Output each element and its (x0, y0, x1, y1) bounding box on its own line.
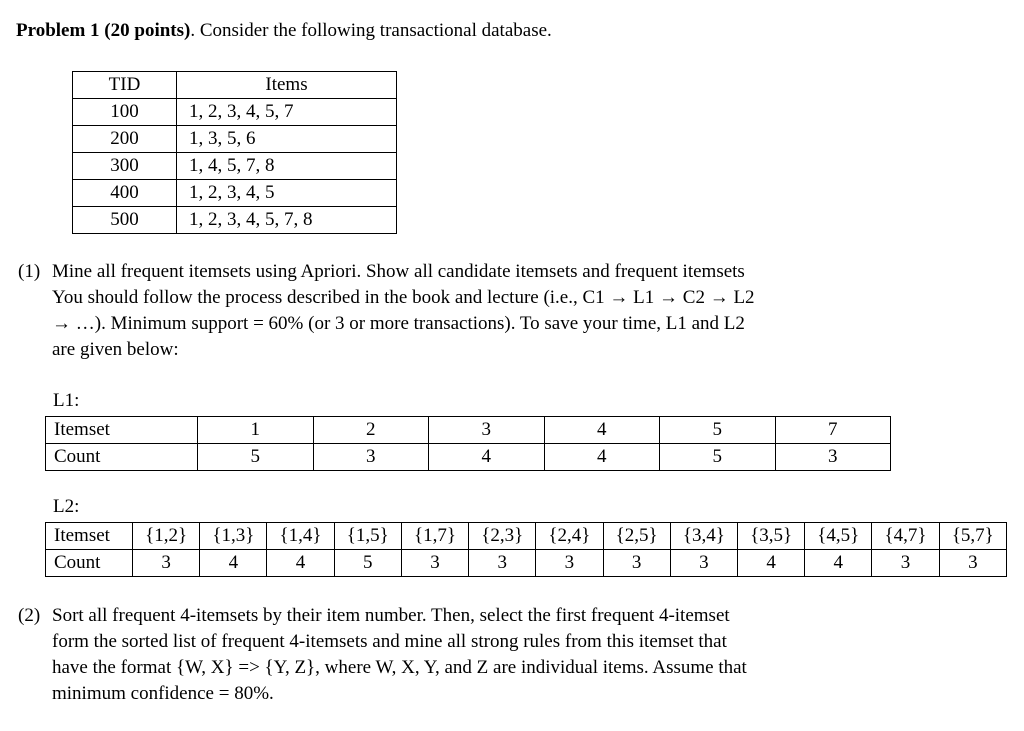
l2-count-cell: 4 (200, 550, 267, 577)
l2-count-cell: 3 (133, 550, 200, 577)
l1-itemset-cell: 7 (775, 417, 891, 444)
l1-table (45, 416, 891, 471)
l2-count-label: Count (46, 550, 133, 577)
l1-itemset-cell: 3 (429, 417, 545, 444)
part1-number: (1) (18, 261, 41, 282)
l2-itemset-cell: {1,4} (267, 523, 334, 550)
l2-itemset-cell: {1,2} (133, 523, 200, 550)
items-cell: 1, 2, 3, 4, 5 (177, 180, 397, 207)
part1-line: Mine all frequent itemsets using Apriori. Show all candidate itemsets and frequent itemsets (52, 261, 745, 282)
problem-heading (16, 20, 552, 42)
l2-itemset-cell: {4,5} (805, 523, 872, 550)
l2-itemset-cell: {2,3} (469, 523, 536, 550)
table-row (73, 180, 397, 207)
part1-line: are given below: (52, 339, 179, 360)
l2-count-cell: 3 (939, 550, 1006, 577)
l1-count-cell: 5 (660, 444, 776, 471)
l2-itemset-label: Itemset (46, 523, 133, 550)
transaction-table (72, 71, 397, 234)
column-header-items: Items (177, 72, 397, 99)
l2-count-cell: 3 (401, 550, 468, 577)
l1-count-label: Count (46, 444, 198, 471)
items-cell: 1, 3, 5, 6 (177, 126, 397, 153)
part1-line: → …). Minimum support = 60% (or 3 or more transactions). To save your time, L1 and L2 (52, 313, 745, 334)
l1-itemset-cell: 2 (313, 417, 429, 444)
l2-count-cell: 4 (267, 550, 334, 577)
l2-count-cell: 3 (670, 550, 737, 577)
l1-itemset-cell: 1 (198, 417, 314, 444)
l1-label: L1: (53, 390, 80, 411)
problem-intro: . Consider the following transactional database. (190, 20, 552, 41)
l2-count-cell: 3 (603, 550, 670, 577)
part2-line: minimum confidence = 80%. (52, 683, 274, 704)
items-cell: 1, 2, 3, 4, 5, 7, 8 (177, 207, 397, 234)
part1-text (18, 259, 898, 363)
l2-itemset-cell: {2,5} (603, 523, 670, 550)
l2-itemset-cell: {1,3} (200, 523, 267, 550)
part2-line: form the sorted list of frequent 4-itemsets and mine all strong rules from this itemset that (52, 631, 727, 652)
l1-itemset-cell: 5 (660, 417, 776, 444)
tid-cell: 200 (73, 126, 177, 153)
table-row (73, 207, 397, 234)
items-cell: 1, 4, 5, 7, 8 (177, 153, 397, 180)
tid-cell: 500 (73, 207, 177, 234)
l2-itemset-cell: {2,4} (536, 523, 603, 550)
l2-count-cell: 5 (334, 550, 401, 577)
l1-count-row (46, 444, 891, 471)
l2-count-cell: 3 (536, 550, 603, 577)
tid-cell: 300 (73, 153, 177, 180)
l1-count-cell: 3 (313, 444, 429, 471)
part1-line: You should follow the process described in the book and lecture (i.e., C1 → L1 → C2 → L2 (52, 287, 755, 308)
l2-itemset-cell: {1,7} (401, 523, 468, 550)
l2-count-cell: 3 (872, 550, 939, 577)
l2-table (45, 522, 1007, 577)
table-row (73, 126, 397, 153)
l1-count-cell: 4 (544, 444, 660, 471)
l1-count-cell: 3 (775, 444, 891, 471)
l1-count-cell: 4 (429, 444, 545, 471)
l1-itemset-label: Itemset (46, 417, 198, 444)
table-row (73, 99, 397, 126)
part2-number: (2) (18, 605, 41, 626)
part2-text (18, 603, 898, 707)
problem-title: Problem 1 (20 points) (16, 20, 191, 41)
l2-count-cell: 4 (805, 550, 872, 577)
l2-itemset-cell: {3,4} (670, 523, 737, 550)
tid-cell: 400 (73, 180, 177, 207)
l2-itemset-cell: {3,5} (737, 523, 804, 550)
l1-itemset-row (46, 417, 891, 444)
l2-itemset-cell: {5,7} (939, 523, 1006, 550)
l2-count-cell: 3 (469, 550, 536, 577)
table-row (73, 153, 397, 180)
tid-cell: 100 (73, 99, 177, 126)
column-header-tid: TID (73, 72, 177, 99)
l1-itemset-cell: 4 (544, 417, 660, 444)
table-header-row (73, 72, 397, 99)
part2-line: have the format {W, X} => {Y, Z}, where W, X, Y, and Z are individual items. Assume that (52, 657, 747, 678)
l2-label: L2: (53, 496, 80, 517)
items-cell: 1, 2, 3, 4, 5, 7 (177, 99, 397, 126)
l2-count-row (46, 550, 1007, 577)
part2-line: Sort all frequent 4-itemsets by their item number. Then, select the first frequent 4-itemset (52, 605, 730, 626)
l2-itemset-row (46, 523, 1007, 550)
l2-itemset-cell: {1,5} (334, 523, 401, 550)
l1-count-cell: 5 (198, 444, 314, 471)
l2-count-cell: 4 (737, 550, 804, 577)
l2-itemset-cell: {4,7} (872, 523, 939, 550)
